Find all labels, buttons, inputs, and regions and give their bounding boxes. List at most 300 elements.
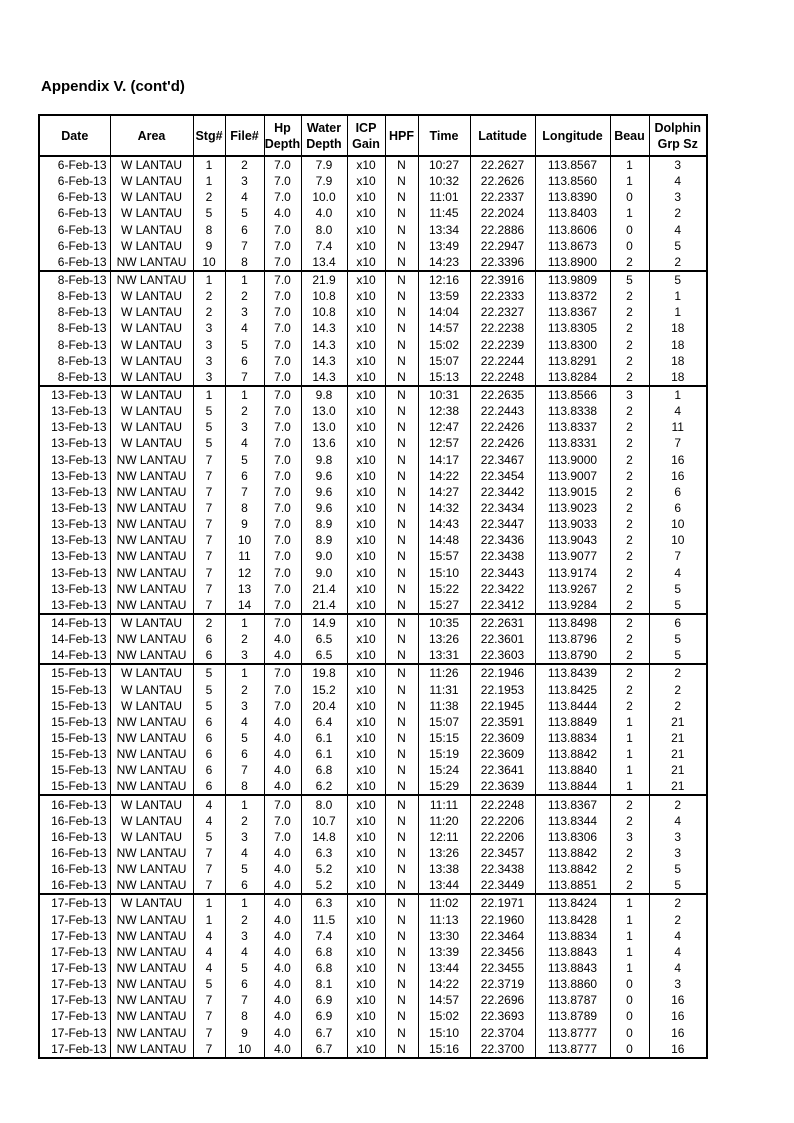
cell-icp: x10 bbox=[347, 647, 385, 664]
table-body bbox=[39, 156, 707, 1058]
cell-file: 6 bbox=[225, 222, 264, 238]
cell-hp: 7.0 bbox=[264, 532, 301, 548]
cell-file: 3 bbox=[225, 829, 264, 845]
cell-lon: 113.8337 bbox=[535, 419, 610, 435]
table-row bbox=[39, 468, 707, 484]
cell-icp: x10 bbox=[347, 254, 385, 271]
cell-date: 8-Feb-13 bbox=[39, 304, 110, 320]
cell-area: NW LANTAU bbox=[110, 516, 193, 532]
column-header-water bbox=[301, 115, 347, 156]
cell-hp: 7.0 bbox=[264, 581, 301, 597]
cell-date: 13-Feb-13 bbox=[39, 500, 110, 516]
cell-beau: 2 bbox=[610, 548, 649, 564]
column-header-file bbox=[225, 115, 264, 156]
cell-lon: 113.8851 bbox=[535, 877, 610, 894]
cell-icp: x10 bbox=[347, 795, 385, 812]
cell-file: 2 bbox=[225, 156, 264, 173]
cell-water: 9.8 bbox=[301, 386, 347, 403]
cell-grp: 4 bbox=[649, 813, 707, 829]
cell-hp: 7.0 bbox=[264, 403, 301, 419]
cell-hp: 7.0 bbox=[264, 698, 301, 714]
cell-area: NW LANTAU bbox=[110, 581, 193, 597]
cell-time: 11:13 bbox=[418, 911, 470, 927]
cell-beau: 2 bbox=[610, 288, 649, 304]
column-header-lat-line2: Latitude bbox=[478, 128, 527, 143]
cell-beau: 2 bbox=[610, 419, 649, 435]
table-row bbox=[39, 189, 707, 205]
cell-hp: 7.0 bbox=[264, 682, 301, 698]
cell-lon: 113.8849 bbox=[535, 714, 610, 730]
cell-time: 15:13 bbox=[418, 369, 470, 386]
cell-date: 13-Feb-13 bbox=[39, 403, 110, 419]
table-row bbox=[39, 894, 707, 911]
cell-grp: 21 bbox=[649, 730, 707, 746]
cell-hp: 7.0 bbox=[264, 288, 301, 304]
cell-water: 14.3 bbox=[301, 337, 347, 353]
cell-file: 4 bbox=[225, 714, 264, 730]
table-row bbox=[39, 877, 707, 894]
cell-grp: 16 bbox=[649, 1041, 707, 1058]
cell-hpf: N bbox=[385, 845, 418, 861]
cell-hp: 4.0 bbox=[264, 861, 301, 877]
cell-grp: 2 bbox=[649, 911, 707, 927]
table-row bbox=[39, 353, 707, 369]
cell-lat: 22.3434 bbox=[470, 500, 535, 516]
cell-hpf: N bbox=[385, 254, 418, 271]
cell-grp: 5 bbox=[649, 647, 707, 664]
cell-area: NW LANTAU bbox=[110, 976, 193, 992]
cell-grp: 18 bbox=[649, 320, 707, 336]
cell-grp: 1 bbox=[649, 386, 707, 403]
cell-time: 14:22 bbox=[418, 976, 470, 992]
cell-stg: 7 bbox=[193, 452, 225, 468]
cell-time: 11:38 bbox=[418, 698, 470, 714]
cell-hp: 7.0 bbox=[264, 664, 301, 681]
cell-date: 17-Feb-13 bbox=[39, 1024, 110, 1040]
cell-lon: 113.8331 bbox=[535, 435, 610, 451]
cell-stg: 6 bbox=[193, 778, 225, 795]
cell-water: 10.0 bbox=[301, 189, 347, 205]
column-header-grp-line2: Grp Sz bbox=[657, 136, 698, 151]
cell-lon: 113.8444 bbox=[535, 698, 610, 714]
cell-area: NW LANTAU bbox=[110, 1024, 193, 1040]
cell-hp: 7.0 bbox=[264, 419, 301, 435]
table-row bbox=[39, 288, 707, 304]
cell-lon: 113.8777 bbox=[535, 1041, 610, 1058]
cell-icp: x10 bbox=[347, 548, 385, 564]
cell-icp: x10 bbox=[347, 778, 385, 795]
cell-lat: 22.2886 bbox=[470, 222, 535, 238]
cell-grp: 3 bbox=[649, 845, 707, 861]
cell-beau: 3 bbox=[610, 386, 649, 403]
cell-hp: 4.0 bbox=[264, 205, 301, 221]
cell-stg: 5 bbox=[193, 419, 225, 435]
cell-hp: 7.0 bbox=[264, 468, 301, 484]
cell-time: 13:34 bbox=[418, 222, 470, 238]
cell-water: 8.9 bbox=[301, 532, 347, 548]
table-row bbox=[39, 631, 707, 647]
cell-grp: 2 bbox=[649, 894, 707, 911]
cell-beau: 2 bbox=[610, 304, 649, 320]
cell-date: 13-Feb-13 bbox=[39, 452, 110, 468]
cell-grp: 5 bbox=[649, 271, 707, 288]
table-row bbox=[39, 532, 707, 548]
cell-stg: 6 bbox=[193, 746, 225, 762]
cell-hpf: N bbox=[385, 698, 418, 714]
cell-area: W LANTAU bbox=[110, 795, 193, 812]
cell-area: W LANTAU bbox=[110, 304, 193, 320]
column-header-beau-line2: Beau bbox=[614, 128, 645, 143]
survey-data-table bbox=[38, 114, 708, 1059]
cell-hpf: N bbox=[385, 189, 418, 205]
cell-hpf: N bbox=[385, 960, 418, 976]
cell-lon: 113.8300 bbox=[535, 337, 610, 353]
cell-water: 6.3 bbox=[301, 845, 347, 861]
cell-file: 7 bbox=[225, 484, 264, 500]
cell-lon: 113.8842 bbox=[535, 861, 610, 877]
cell-hp: 7.0 bbox=[264, 369, 301, 386]
cell-stg: 3 bbox=[193, 337, 225, 353]
cell-hpf: N bbox=[385, 1024, 418, 1040]
column-header-stg bbox=[193, 115, 225, 156]
cell-time: 13:44 bbox=[418, 960, 470, 976]
table-row bbox=[39, 647, 707, 664]
cell-icp: x10 bbox=[347, 565, 385, 581]
cell-lat: 22.3422 bbox=[470, 581, 535, 597]
column-header-file-line2: File# bbox=[230, 128, 259, 143]
cell-hpf: N bbox=[385, 614, 418, 631]
cell-water: 20.4 bbox=[301, 698, 347, 714]
cell-water: 9.6 bbox=[301, 500, 347, 516]
cell-beau: 2 bbox=[610, 452, 649, 468]
cell-water: 10.8 bbox=[301, 288, 347, 304]
cell-water: 6.1 bbox=[301, 746, 347, 762]
cell-lat: 22.3916 bbox=[470, 271, 535, 288]
cell-grp: 2 bbox=[649, 205, 707, 221]
cell-time: 14:57 bbox=[418, 320, 470, 336]
cell-area: NW LANTAU bbox=[110, 1008, 193, 1024]
cell-grp: 11 bbox=[649, 419, 707, 435]
cell-date: 13-Feb-13 bbox=[39, 419, 110, 435]
cell-lat: 22.2426 bbox=[470, 419, 535, 435]
cell-lat: 22.2333 bbox=[470, 288, 535, 304]
cell-grp: 4 bbox=[649, 403, 707, 419]
cell-lon: 113.9023 bbox=[535, 500, 610, 516]
cell-stg: 7 bbox=[193, 468, 225, 484]
cell-hpf: N bbox=[385, 877, 418, 894]
cell-area: NW LANTAU bbox=[110, 845, 193, 861]
column-header-icp-line2: Gain bbox=[352, 136, 380, 151]
cell-beau: 2 bbox=[610, 647, 649, 664]
cell-stg: 6 bbox=[193, 647, 225, 664]
cell-hp: 4.0 bbox=[264, 911, 301, 927]
cell-grp: 5 bbox=[649, 238, 707, 254]
cell-area: NW LANTAU bbox=[110, 714, 193, 730]
cell-lat: 22.3609 bbox=[470, 746, 535, 762]
cell-hpf: N bbox=[385, 778, 418, 795]
cell-lon: 113.9267 bbox=[535, 581, 610, 597]
cell-date: 13-Feb-13 bbox=[39, 435, 110, 451]
cell-water: 8.0 bbox=[301, 222, 347, 238]
cell-water: 6.5 bbox=[301, 647, 347, 664]
cell-file: 7 bbox=[225, 238, 264, 254]
table-row bbox=[39, 320, 707, 336]
cell-icp: x10 bbox=[347, 205, 385, 221]
cell-icp: x10 bbox=[347, 173, 385, 189]
cell-beau: 2 bbox=[610, 320, 649, 336]
table-row bbox=[39, 861, 707, 877]
cell-lon: 113.8843 bbox=[535, 960, 610, 976]
cell-grp: 16 bbox=[649, 1024, 707, 1040]
table-header-row bbox=[39, 115, 707, 156]
cell-time: 14:17 bbox=[418, 452, 470, 468]
column-header-lon bbox=[535, 115, 610, 156]
cell-stg: 1 bbox=[193, 894, 225, 911]
cell-date: 8-Feb-13 bbox=[39, 320, 110, 336]
cell-hpf: N bbox=[385, 714, 418, 730]
table-row bbox=[39, 304, 707, 320]
cell-area: W LANTAU bbox=[110, 222, 193, 238]
cell-file: 4 bbox=[225, 189, 264, 205]
cell-file: 6 bbox=[225, 468, 264, 484]
cell-file: 13 bbox=[225, 581, 264, 597]
cell-beau: 1 bbox=[610, 778, 649, 795]
cell-stg: 7 bbox=[193, 548, 225, 564]
cell-lat: 22.3603 bbox=[470, 647, 535, 664]
cell-file: 4 bbox=[225, 845, 264, 861]
cell-date: 6-Feb-13 bbox=[39, 238, 110, 254]
cell-water: 6.9 bbox=[301, 992, 347, 1008]
cell-icp: x10 bbox=[347, 353, 385, 369]
cell-hp: 4.0 bbox=[264, 944, 301, 960]
cell-beau: 2 bbox=[610, 500, 649, 516]
cell-hpf: N bbox=[385, 222, 418, 238]
cell-water: 21.4 bbox=[301, 581, 347, 597]
cell-icp: x10 bbox=[347, 1008, 385, 1024]
table-row bbox=[39, 484, 707, 500]
cell-date: 8-Feb-13 bbox=[39, 353, 110, 369]
cell-grp: 2 bbox=[649, 795, 707, 812]
cell-beau: 1 bbox=[610, 762, 649, 778]
cell-lon: 113.8367 bbox=[535, 795, 610, 812]
cell-icp: x10 bbox=[347, 664, 385, 681]
cell-hpf: N bbox=[385, 516, 418, 532]
cell-stg: 9 bbox=[193, 238, 225, 254]
cell-hpf: N bbox=[385, 647, 418, 664]
cell-hpf: N bbox=[385, 500, 418, 516]
cell-time: 12:38 bbox=[418, 403, 470, 419]
cell-lat: 22.3641 bbox=[470, 762, 535, 778]
cell-grp: 7 bbox=[649, 435, 707, 451]
cell-lat: 22.3454 bbox=[470, 468, 535, 484]
cell-grp: 16 bbox=[649, 1008, 707, 1024]
table-row bbox=[39, 386, 707, 403]
cell-lat: 22.3447 bbox=[470, 516, 535, 532]
cell-time: 10:31 bbox=[418, 386, 470, 403]
cell-water: 7.4 bbox=[301, 928, 347, 944]
cell-grp: 5 bbox=[649, 861, 707, 877]
cell-grp: 3 bbox=[649, 976, 707, 992]
cell-lat: 22.3443 bbox=[470, 565, 535, 581]
cell-file: 5 bbox=[225, 861, 264, 877]
cell-area: W LANTAU bbox=[110, 353, 193, 369]
cell-area: NW LANTAU bbox=[110, 254, 193, 271]
cell-grp: 7 bbox=[649, 548, 707, 564]
cell-hp: 4.0 bbox=[264, 976, 301, 992]
cell-area: W LANTAU bbox=[110, 320, 193, 336]
cell-icp: x10 bbox=[347, 960, 385, 976]
cell-stg: 4 bbox=[193, 960, 225, 976]
cell-date: 17-Feb-13 bbox=[39, 928, 110, 944]
cell-lat: 22.2206 bbox=[470, 829, 535, 845]
cell-beau: 0 bbox=[610, 992, 649, 1008]
cell-hp: 4.0 bbox=[264, 1041, 301, 1058]
cell-lon: 113.8367 bbox=[535, 304, 610, 320]
cell-time: 15:27 bbox=[418, 597, 470, 614]
cell-date: 17-Feb-13 bbox=[39, 944, 110, 960]
cell-time: 15:29 bbox=[418, 778, 470, 795]
cell-date: 6-Feb-13 bbox=[39, 222, 110, 238]
cell-area: W LANTAU bbox=[110, 894, 193, 911]
cell-file: 2 bbox=[225, 813, 264, 829]
cell-icp: x10 bbox=[347, 419, 385, 435]
cell-lat: 22.1945 bbox=[470, 698, 535, 714]
cell-hpf: N bbox=[385, 288, 418, 304]
cell-file: 9 bbox=[225, 1024, 264, 1040]
cell-lat: 22.1946 bbox=[470, 664, 535, 681]
cell-icp: x10 bbox=[347, 928, 385, 944]
cell-lon: 113.8790 bbox=[535, 647, 610, 664]
cell-hpf: N bbox=[385, 795, 418, 812]
cell-grp: 4 bbox=[649, 173, 707, 189]
cell-beau: 2 bbox=[610, 468, 649, 484]
cell-hp: 4.0 bbox=[264, 894, 301, 911]
cell-water: 14.3 bbox=[301, 320, 347, 336]
cell-lat: 22.2626 bbox=[470, 173, 535, 189]
cell-beau: 1 bbox=[610, 928, 649, 944]
cell-area: W LANTAU bbox=[110, 403, 193, 419]
cell-stg: 2 bbox=[193, 614, 225, 631]
cell-file: 8 bbox=[225, 778, 264, 795]
cell-water: 13.6 bbox=[301, 435, 347, 451]
cell-file: 8 bbox=[225, 1008, 264, 1024]
cell-time: 14:22 bbox=[418, 468, 470, 484]
table-row bbox=[39, 548, 707, 564]
cell-area: NW LANTAU bbox=[110, 877, 193, 894]
table-row bbox=[39, 337, 707, 353]
cell-hp: 7.0 bbox=[264, 189, 301, 205]
table-row bbox=[39, 778, 707, 795]
cell-icp: x10 bbox=[347, 337, 385, 353]
cell-stg: 1 bbox=[193, 271, 225, 288]
cell-grp: 10 bbox=[649, 532, 707, 548]
cell-lat: 22.2627 bbox=[470, 156, 535, 173]
cell-icp: x10 bbox=[347, 1024, 385, 1040]
cell-file: 2 bbox=[225, 288, 264, 304]
cell-date: 8-Feb-13 bbox=[39, 369, 110, 386]
cell-beau: 1 bbox=[610, 911, 649, 927]
cell-hp: 4.0 bbox=[264, 647, 301, 664]
cell-stg: 2 bbox=[193, 189, 225, 205]
cell-beau: 2 bbox=[610, 532, 649, 548]
cell-water: 10.7 bbox=[301, 813, 347, 829]
cell-date: 13-Feb-13 bbox=[39, 565, 110, 581]
cell-file: 5 bbox=[225, 960, 264, 976]
cell-icp: x10 bbox=[347, 746, 385, 762]
cell-water: 7.9 bbox=[301, 156, 347, 173]
cell-water: 8.0 bbox=[301, 795, 347, 812]
cell-hp: 7.0 bbox=[264, 320, 301, 336]
cell-water: 6.7 bbox=[301, 1024, 347, 1040]
cell-date: 17-Feb-13 bbox=[39, 1041, 110, 1058]
cell-area: W LANTAU bbox=[110, 682, 193, 698]
cell-grp: 2 bbox=[649, 254, 707, 271]
cell-water: 5.2 bbox=[301, 861, 347, 877]
cell-area: NW LANTAU bbox=[110, 565, 193, 581]
cell-lon: 113.8673 bbox=[535, 238, 610, 254]
cell-stg: 6 bbox=[193, 714, 225, 730]
cell-hp: 4.0 bbox=[264, 714, 301, 730]
cell-hpf: N bbox=[385, 271, 418, 288]
cell-water: 6.8 bbox=[301, 960, 347, 976]
cell-icp: x10 bbox=[347, 532, 385, 548]
cell-stg: 7 bbox=[193, 565, 225, 581]
cell-hp: 7.0 bbox=[264, 452, 301, 468]
cell-file: 11 bbox=[225, 548, 264, 564]
cell-lon: 113.8306 bbox=[535, 829, 610, 845]
cell-hpf: N bbox=[385, 353, 418, 369]
cell-hpf: N bbox=[385, 205, 418, 221]
page-heading: Appendix V. (cont'd) bbox=[41, 78, 185, 95]
cell-date: 13-Feb-13 bbox=[39, 597, 110, 614]
cell-time: 15:02 bbox=[418, 1008, 470, 1024]
cell-date: 14-Feb-13 bbox=[39, 647, 110, 664]
cell-lon: 113.8606 bbox=[535, 222, 610, 238]
cell-time: 11:11 bbox=[418, 795, 470, 812]
cell-file: 14 bbox=[225, 597, 264, 614]
cell-time: 15:57 bbox=[418, 548, 470, 564]
cell-lat: 22.2244 bbox=[470, 353, 535, 369]
cell-beau: 3 bbox=[610, 829, 649, 845]
cell-hpf: N bbox=[385, 762, 418, 778]
column-header-time-line2: Time bbox=[429, 128, 459, 143]
cell-area: NW LANTAU bbox=[110, 1041, 193, 1058]
cell-hpf: N bbox=[385, 944, 418, 960]
column-header-date-line2: Date bbox=[61, 128, 89, 143]
cell-area: NW LANTAU bbox=[110, 631, 193, 647]
cell-water: 14.3 bbox=[301, 353, 347, 369]
cell-file: 3 bbox=[225, 304, 264, 320]
cell-date: 17-Feb-13 bbox=[39, 1008, 110, 1024]
cell-time: 12:57 bbox=[418, 435, 470, 451]
cell-water: 6.4 bbox=[301, 714, 347, 730]
cell-water: 4.0 bbox=[301, 205, 347, 221]
cell-grp: 5 bbox=[649, 631, 707, 647]
cell-file: 7 bbox=[225, 992, 264, 1008]
cell-area: NW LANTAU bbox=[110, 861, 193, 877]
cell-lon: 113.9284 bbox=[535, 597, 610, 614]
cell-lon: 113.9033 bbox=[535, 516, 610, 532]
cell-file: 12 bbox=[225, 565, 264, 581]
cell-hp: 7.0 bbox=[264, 565, 301, 581]
cell-time: 10:27 bbox=[418, 156, 470, 173]
cell-beau: 2 bbox=[610, 581, 649, 597]
cell-lon: 113.8372 bbox=[535, 288, 610, 304]
cell-beau: 1 bbox=[610, 894, 649, 911]
cell-icp: x10 bbox=[347, 581, 385, 597]
cell-icp: x10 bbox=[347, 682, 385, 698]
column-header-grp bbox=[649, 115, 707, 156]
